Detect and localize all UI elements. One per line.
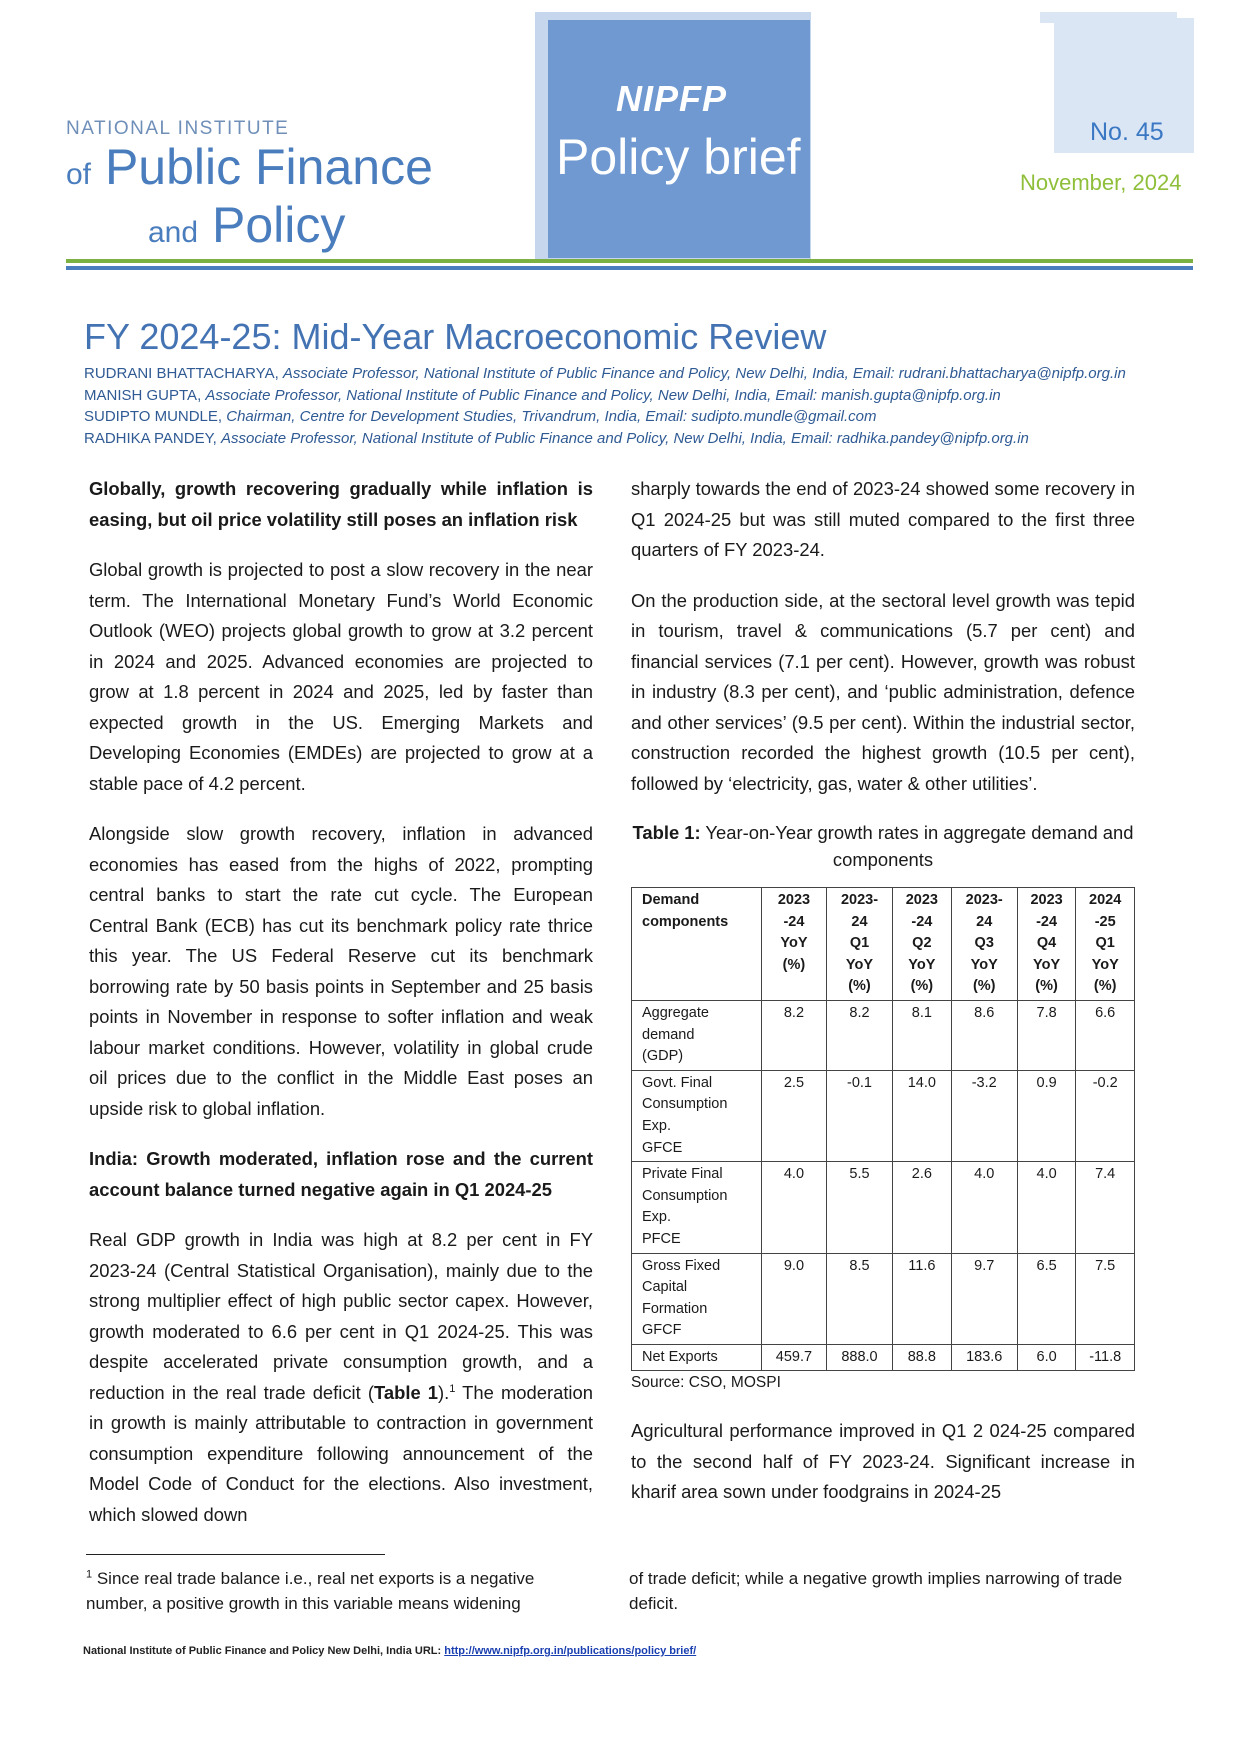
- table-cell: 2.5: [762, 1070, 827, 1161]
- table-header-line: -25: [1094, 913, 1116, 930]
- table-cell: 9.0: [762, 1253, 827, 1344]
- table-header-label: [632, 888, 762, 1001]
- issue-date: November, 2024: [1020, 170, 1182, 195]
- table-cell: 888.0: [826, 1344, 892, 1371]
- page-footer: [83, 1645, 696, 1657]
- table-caption: [631, 819, 1135, 873]
- table-cell: 11.6: [893, 1253, 952, 1344]
- author-entry: [84, 428, 1126, 450]
- footnote-right: of trade deficit; while a negative growth implies narrowing of trade deficit.: [629, 1569, 1123, 1613]
- left-column: [89, 474, 593, 1550]
- table-header-cell: [762, 888, 827, 1001]
- table-header-line: 24: [976, 913, 993, 930]
- table-cell: 0.9: [1017, 1070, 1076, 1161]
- table-cell: 459.7: [762, 1344, 827, 1371]
- right-column: [631, 474, 1135, 1528]
- table-source: Source: CSO, MOSPI: [631, 1374, 781, 1392]
- table-header-cell: [951, 888, 1017, 1001]
- page-title: FY 2024-25: Mid-Year Macroeconomic Review: [84, 316, 827, 357]
- author-entry: [84, 385, 1126, 407]
- footnote-text-left: Since real trade balance i.e., real net exports is a negative number, a positive growth in this variable means widening: [86, 1569, 535, 1613]
- table-row-label: [632, 1070, 762, 1161]
- table-cell: 8.6: [951, 1000, 1017, 1070]
- table-header-line: YoY: [780, 935, 808, 952]
- header-rule-green: [66, 259, 1193, 263]
- table-header-line: 2023: [905, 892, 938, 908]
- nipfp-logo: NIPFP: [616, 78, 728, 119]
- table-row-label-line: (GDP): [642, 1048, 684, 1065]
- table-header-line: -24: [1036, 913, 1058, 930]
- table-row-label-line: demand: [642, 1026, 695, 1043]
- table-header-line: 2023: [777, 892, 811, 908]
- table-header-line: 2023-: [965, 892, 1003, 908]
- table-cell: 4.0: [951, 1162, 1017, 1253]
- table-header-line: (%): [782, 956, 806, 973]
- author-name: RADHIKA PANDEY,: [84, 429, 217, 447]
- footer-url-link[interactable]: http://www.nipfp.org.in/publications/policy brief/: [444, 1645, 697, 1657]
- author-name: MANISH GUPTA,: [84, 386, 202, 404]
- table-cell: 6.5: [1017, 1253, 1076, 1344]
- table-row: [632, 1070, 1135, 1161]
- table-cell: 6.0: [1017, 1344, 1076, 1371]
- table-header-line: Q3: [974, 935, 994, 952]
- table-header-line: Q4: [1036, 935, 1057, 952]
- growth-table: [631, 887, 1135, 1371]
- table-header-cell: [1017, 888, 1076, 1001]
- institute-line3: [66, 197, 433, 258]
- table-header-line: YoY: [1033, 956, 1061, 973]
- paragraph-india-gdp-text3: The moderation in growth is mainly attributable to contraction in government consumption expenditure following announcement of the Model Code of Conduct for the elections. Also investment, which slowed down: [89, 1381, 593, 1525]
- table-header-line: YoY: [845, 956, 874, 973]
- table-cell: 2.6: [893, 1162, 952, 1253]
- author-role: Chairman, Centre for Development Studies, Trivandrum, India, Email: sudipto.mundle@gmail.com: [226, 408, 877, 425]
- table-cell: 7.5: [1076, 1253, 1135, 1344]
- table-cell: 4.0: [762, 1162, 827, 1253]
- author-role: Associate Professor, National Institute of Public Finance and Policy, New Delhi, India, Email: rudrani.bhattacharya@nipfp.org.in: [282, 365, 1126, 382]
- table-header-line: Q2: [912, 935, 932, 952]
- table-cell: -0.1: [826, 1070, 892, 1161]
- table-header-cell: [826, 888, 892, 1001]
- table-row: [632, 1000, 1135, 1070]
- footnote-rule: [86, 1554, 385, 1555]
- table-header-line: Q1: [1095, 935, 1115, 952]
- table-caption-text: Year-on-Year growth rates in aggregate demand and components: [700, 822, 1134, 870]
- table-row-label-line: Net Exports: [642, 1348, 718, 1365]
- paragraph-production: On the production side, at the sectoral level growth was tepid in tourism, travel & communications (5.7 per cent) and financial services (7.1 per cent). However, growth was robust in industry (8.3 per cent), and ‘public administration, defence and other services’ (9.5 per cent). Within the industrial sector, construction recorded the highest growth (10.5 per cent), followed by ‘electricity, gas, water & other utilities’.: [631, 589, 1135, 794]
- paragraph-india-gdp-text2: ).: [438, 1381, 450, 1403]
- footnote-marker[interactable]: 1: [449, 1382, 456, 1395]
- table-row-label-line: Gross Fixed: [642, 1257, 721, 1274]
- institute-logo: [66, 118, 433, 258]
- table-cell: 8.5: [826, 1253, 892, 1344]
- section-heading-india: India: Growth moderated, inflation rose and the current account balance turned negative again in Q1 2024-25: [89, 1148, 593, 1200]
- paragraph-agriculture: Agricultural performance improved in Q1 2 024-25 compared to the second half of FY 2023-24. Significant increase in kharif area sown under foodgrains in 2024-25: [631, 1420, 1135, 1503]
- table-row-label-line: Govt. Final: [642, 1074, 713, 1091]
- paragraph-investment: sharply towards the end of 2023-24 showed some recovery in Q1 2024-25 but was still muted compared to the first three quarters of FY 2023-24.: [631, 478, 1135, 560]
- author-entry: [84, 406, 1126, 428]
- table-row: [632, 1344, 1135, 1371]
- table-row: [632, 1162, 1135, 1253]
- table-cell: 7.8: [1017, 1000, 1076, 1070]
- table-body: [632, 1000, 1135, 1371]
- table-header-line: Q1: [849, 935, 870, 952]
- policy-brief-banner: [548, 20, 810, 258]
- table-cell: 4.0: [1017, 1162, 1076, 1253]
- table-header-line: -24: [911, 913, 933, 930]
- table-header-line: -24: [783, 913, 805, 930]
- table-cell: 6.6: [1076, 1000, 1135, 1070]
- table-row-label: [632, 1344, 762, 1371]
- author-entry: [84, 363, 1126, 385]
- table-cell: 9.7: [951, 1253, 1017, 1344]
- table-row-label-line: Formation: [642, 1300, 708, 1317]
- institute-line1: NATIONAL INSTITUTE: [66, 118, 290, 139]
- author-role: Associate Professor, National Institute of Public Finance and Policy, New Delhi, India, Email: radhika.pandey@nipfp.org.in: [221, 429, 1029, 447]
- footer-text: National Institute of Public Finance and Policy New Delhi, India URL:: [83, 1645, 445, 1657]
- table-header-line: YoY: [970, 956, 998, 973]
- table-cell: 8.1: [893, 1000, 952, 1070]
- table-row-label: [632, 1000, 762, 1070]
- table-header-line: 24: [851, 913, 868, 930]
- table-header-line: 2024: [1089, 892, 1122, 908]
- issue-box: [1054, 18, 1194, 153]
- table-row-label-line: GFCE: [642, 1139, 683, 1156]
- table-cell: 14.0: [893, 1070, 952, 1161]
- table-cell: 8.2: [762, 1000, 827, 1070]
- author-name: RUDRANI BHATTACHARYA,: [84, 365, 279, 382]
- table-row: [632, 1253, 1135, 1344]
- table-cell: 183.6: [951, 1344, 1017, 1371]
- table-header-line: YoY: [1091, 956, 1119, 973]
- table-row-label-line: GFCF: [642, 1322, 682, 1339]
- footnote-left: [86, 1567, 596, 1616]
- table-header-line: 2023-: [840, 892, 879, 908]
- author-list: [84, 363, 1126, 449]
- institute-line2: [66, 139, 433, 200]
- table-row-label: [632, 1253, 762, 1344]
- table-header-row: [632, 888, 1135, 1001]
- table-row-label-line: Consumption: [642, 1187, 728, 1204]
- header-rule-blue: [66, 266, 1193, 270]
- footnote-number: 1: [86, 1568, 93, 1581]
- institute-policy: Policy: [211, 197, 346, 253]
- author-name: SUDIPTO MUNDLE,: [84, 408, 223, 425]
- table-header-line: (%): [848, 978, 871, 995]
- paragraph-global-growth: Global growth is projected to post a slow recovery in the near term. The International Monetary Fund’s World Economic Outlook (WEO) projects global growth to grow at 3.2 percent in 2024 and 2025. Advanced economies are projected to grow at 1.8 percent in 2024 and 2025, led by faster than expected growth in the US. Emerging Markets and Developing Economies (EMDEs) are projected to grow at a stable pace of 4.2 percent.: [89, 559, 593, 794]
- table-row-label-line: Exp.: [642, 1209, 672, 1226]
- table-cell: 88.8: [893, 1344, 952, 1371]
- table-cell: 8.2: [826, 1000, 892, 1070]
- paragraph-inflation: Alongside slow growth recovery, inflation in advanced economies has eased from the highs of 2022, prompting central banks to start the rate cut cycle. The European Central Bank (ECB) has cut its benchmark policy rate thrice this year. The US Federal Reserve cut its benchmark borrowing rate by 50 basis points in September and 25 basis points in November in response to softer inflation and weak labour market conditions. However, volatility in global crude oil prices due to the conflict in the Middle East poses an upside risk to global inflation.: [89, 823, 593, 1119]
- table-label: Table 1:: [632, 822, 701, 843]
- table-reference-link[interactable]: Table 1: [374, 1381, 439, 1403]
- table-cell: -11.8: [1076, 1344, 1135, 1371]
- table-row-label-line: Private Final: [642, 1166, 723, 1183]
- table-header-line: components: [642, 913, 729, 930]
- table-header-line: (%): [910, 978, 934, 995]
- section-heading-global: Globally, growth recovering gradually while inflation is easing, but oil price volatility still poses an inflation risk: [89, 478, 593, 530]
- issue-number: No. 45: [1090, 118, 1164, 146]
- table-row-label-line: Capital: [642, 1279, 688, 1296]
- table-header-line: Demand: [642, 892, 700, 908]
- table-row-label: [632, 1162, 762, 1253]
- institute-of: of: [66, 158, 92, 191]
- table-header-line: YoY: [908, 956, 936, 973]
- table-row-label-line: Exp.: [642, 1117, 672, 1134]
- institute-and: and: [148, 216, 199, 249]
- table-cell: 7.4: [1076, 1162, 1135, 1253]
- table-cell: -3.2: [951, 1070, 1017, 1161]
- table-row-label-line: Aggregate: [642, 1004, 709, 1021]
- paragraph-india-gdp-text1: Real GDP growth in India was high at 8.2 per cent in FY 2023-24 (Central Statistical Organisation), mainly due to the strong multiplier effect of high public sector capex. However, growth moderated to 6.6 per cent in Q1 2024-25. This was despite accelerated private consumption growth, and a reduction in the real trade deficit (: [89, 1229, 593, 1403]
- table-header-line: (%): [1035, 978, 1058, 995]
- table-header-line: (%): [1093, 978, 1117, 995]
- table-header-line: 2023: [1030, 892, 1063, 908]
- table-header-cell: [1076, 888, 1135, 1001]
- table-cell: 5.5: [826, 1162, 892, 1253]
- series-title: Policy brief: [556, 129, 801, 185]
- table-row-label-line: Consumption: [642, 1096, 728, 1113]
- author-role: Associate Professor, National Institute of Public Finance and Policy, New Delhi, India, Email: manish.gupta@nipfp.org.in: [205, 386, 1001, 404]
- paragraph-india-gdp: [89, 1225, 593, 1530]
- table-header-cell: [893, 888, 952, 1001]
- table-cell: -0.2: [1076, 1070, 1135, 1161]
- table-row-label-line: PFCE: [642, 1230, 681, 1247]
- institute-pf: Public Finance: [104, 139, 433, 195]
- table-header-line: (%): [972, 978, 996, 995]
